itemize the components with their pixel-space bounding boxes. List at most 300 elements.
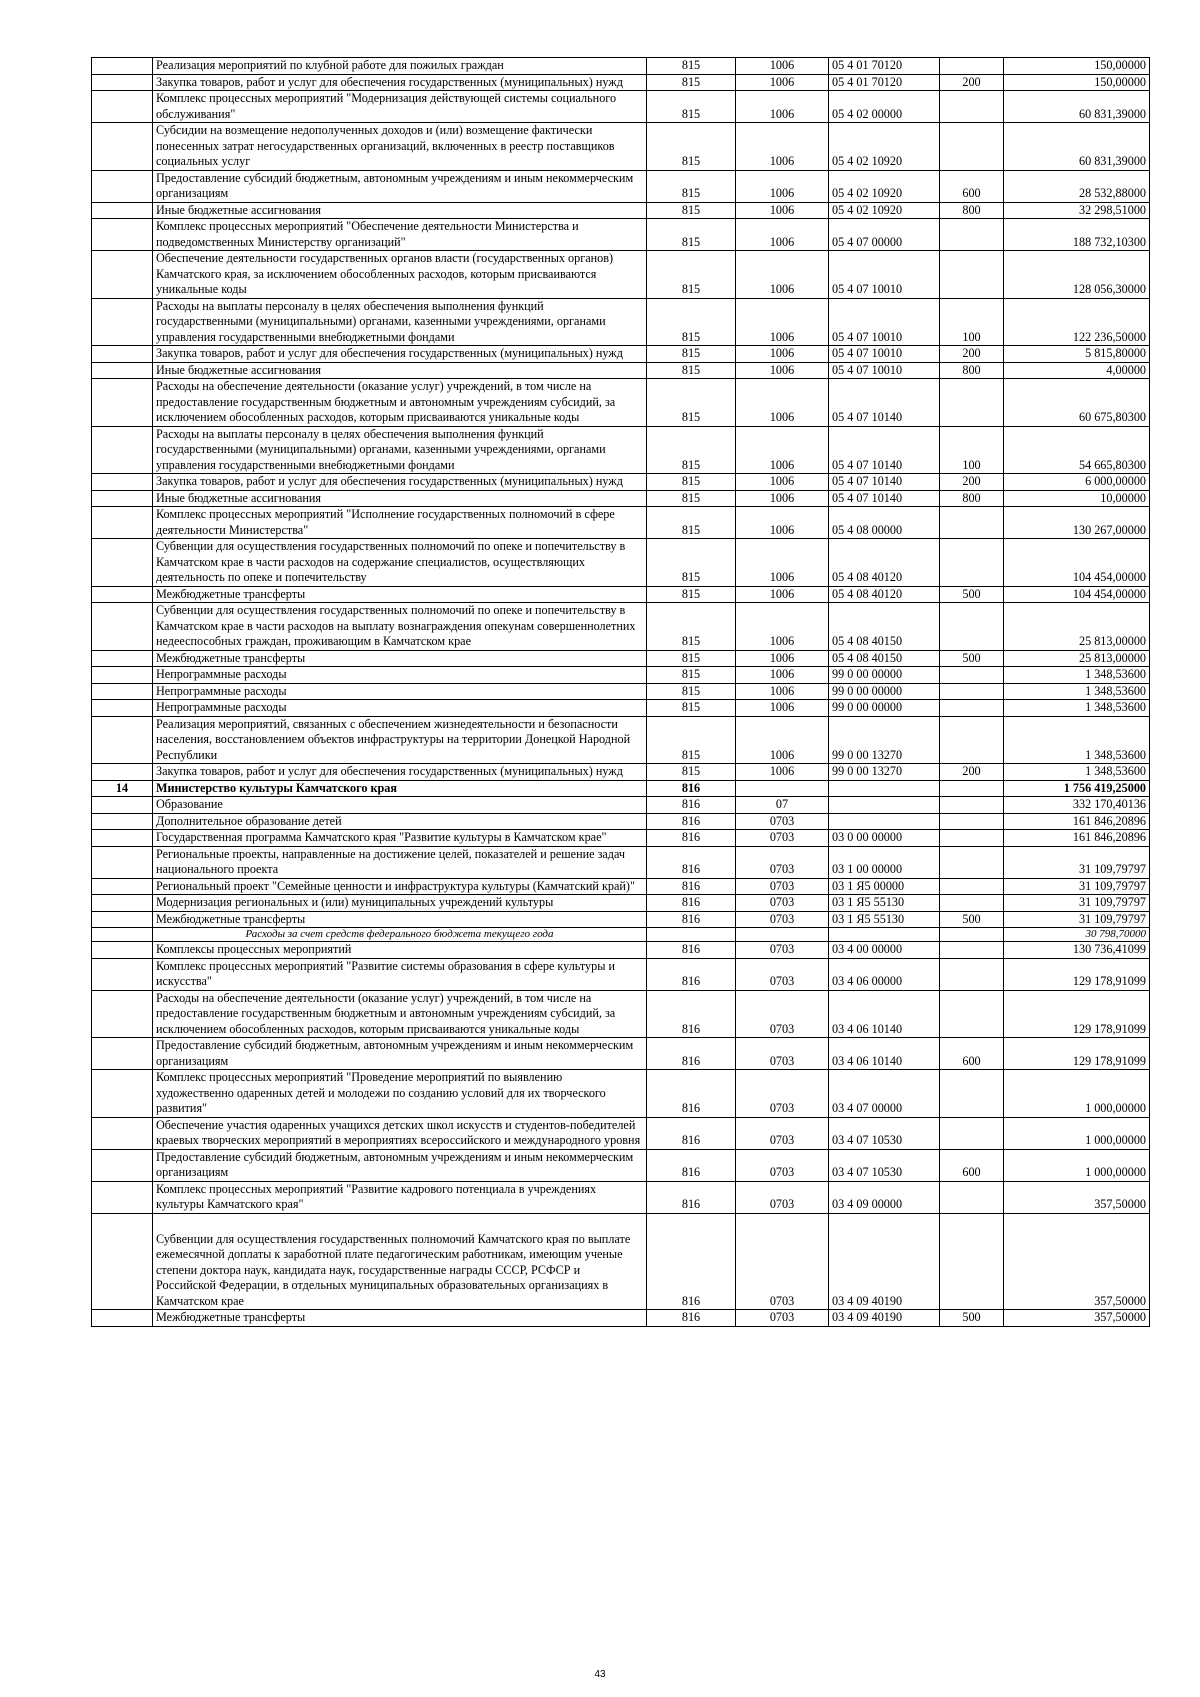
- row-number-cell: [92, 490, 153, 507]
- table-row: [92, 667, 1150, 684]
- row-number-cell: [92, 797, 153, 814]
- table-row: [92, 58, 1150, 75]
- department-code-cell: 816: [647, 813, 736, 830]
- item-name-cell: Иные бюджетные ассигнования: [153, 490, 647, 507]
- department-code-cell: 816: [647, 846, 736, 878]
- amount-cell: 104 454,00000: [1004, 539, 1150, 587]
- table-row: [92, 650, 1150, 667]
- target-article-cell: 99 0 00 00000: [829, 667, 940, 684]
- department-code-cell: 816: [647, 878, 736, 895]
- section-code-cell: 0703: [736, 958, 829, 990]
- amount-cell: 129 178,91099: [1004, 958, 1150, 990]
- table-row: [92, 895, 1150, 912]
- target-article-cell: 05 4 02 10920: [829, 170, 940, 202]
- section-code-cell: 0703: [736, 830, 829, 847]
- row-number-cell: [92, 928, 153, 942]
- expense-type-cell: [940, 942, 1004, 959]
- item-name-cell: Образование: [153, 797, 647, 814]
- department-code-cell: 815: [647, 426, 736, 474]
- table-row: [92, 123, 1150, 171]
- target-article-cell: 05 4 08 00000: [829, 507, 940, 539]
- item-name-cell: Непрограммные расходы: [153, 667, 647, 684]
- amount-cell: 332 170,40136: [1004, 797, 1150, 814]
- target-article-cell: 05 4 08 40150: [829, 603, 940, 651]
- department-code-cell: 815: [647, 716, 736, 764]
- section-code-cell: 1006: [736, 650, 829, 667]
- table-row: [92, 878, 1150, 895]
- expense-type-cell: [940, 251, 1004, 299]
- row-number-cell: [92, 58, 153, 75]
- expense-type-cell: [940, 846, 1004, 878]
- amount-cell: 104 454,00000: [1004, 586, 1150, 603]
- section-code-cell: 1006: [736, 603, 829, 651]
- section-code-cell: 0703: [736, 1038, 829, 1070]
- expense-type-cell: 200: [940, 346, 1004, 363]
- amount-cell: 5 815,80000: [1004, 346, 1150, 363]
- item-name-cell: Расходы на обеспечение деятельности (оказание услуг) учреждений, в том числе на предоставление государственным бюджетным и автономным учреждениям субсидий, за исключением обособленных расходов, которым присваиваются уникальные коды: [153, 379, 647, 427]
- target-article-cell: 05 4 02 10920: [829, 202, 940, 219]
- amount-cell: 150,00000: [1004, 58, 1150, 75]
- table-row: [92, 346, 1150, 363]
- item-name-cell: Расходы на выплаты персоналу в целях обеспечения выполнения функций государственными (муниципальными) органами, казенными учреждениями, органами управления государственными внебюджетными фондами: [153, 298, 647, 346]
- table-row: [92, 170, 1150, 202]
- expense-type-cell: [940, 780, 1004, 797]
- item-name-cell: Предоставление субсидий бюджетным, автономным учреждениям и иным некоммерческим организациям: [153, 1038, 647, 1070]
- department-code-cell: 815: [647, 219, 736, 251]
- department-code-cell: 815: [647, 298, 736, 346]
- item-name-cell: Комплекс процессных мероприятий "Развитие системы образования в сфере культуры и искусства": [153, 958, 647, 990]
- amount-cell: 150,00000: [1004, 74, 1150, 91]
- section-code-cell: 1006: [736, 716, 829, 764]
- expense-type-cell: 200: [940, 74, 1004, 91]
- section-code-cell: [736, 928, 829, 942]
- section-code-cell: 1006: [736, 346, 829, 363]
- item-name-cell: Закупка товаров, работ и услуг для обеспечения государственных (муниципальных) нужд: [153, 474, 647, 491]
- amount-cell: 28 532,88000: [1004, 170, 1150, 202]
- expense-type-cell: 500: [940, 1310, 1004, 1327]
- expense-type-cell: [940, 539, 1004, 587]
- target-article-cell: 03 1 Я5 55130: [829, 895, 940, 912]
- row-number-cell: [92, 716, 153, 764]
- department-code-cell: [647, 928, 736, 942]
- expense-type-cell: [940, 797, 1004, 814]
- row-number-cell: 14: [92, 780, 153, 797]
- amount-cell: 129 178,91099: [1004, 1038, 1150, 1070]
- item-name-cell: Межбюджетные трансферты: [153, 650, 647, 667]
- expense-type-cell: 800: [940, 362, 1004, 379]
- section-code-cell: 07: [736, 797, 829, 814]
- section-code-cell: 1006: [736, 474, 829, 491]
- target-article-cell: 05 4 08 40150: [829, 650, 940, 667]
- expense-type-cell: 600: [940, 1038, 1004, 1070]
- department-code-cell: 816: [647, 1117, 736, 1149]
- item-name-cell: Субвенции для осуществления государственных полномочий по опеке и попечительству в Камчатском крае в части расходов на содержание специалистов, осуществляющих деятельность по опеке и попечительству: [153, 539, 647, 587]
- expense-type-cell: 100: [940, 426, 1004, 474]
- row-number-cell: [92, 1149, 153, 1181]
- row-number-cell: [92, 202, 153, 219]
- row-number-cell: [92, 346, 153, 363]
- item-name-cell: Комплекс процессных мероприятий "Проведение мероприятий по выявлению художественно одаренных детей и молодежи по созданию условий для их творческого развития": [153, 1070, 647, 1118]
- target-article-cell: 05 4 01 70120: [829, 74, 940, 91]
- target-article-cell: 03 4 06 10140: [829, 990, 940, 1038]
- target-article-cell: 05 4 07 10140: [829, 474, 940, 491]
- table-row: [92, 1038, 1150, 1070]
- table-row: [92, 700, 1150, 717]
- table-row: [92, 490, 1150, 507]
- item-name-cell: Закупка товаров, работ и услуг для обеспечения государственных (муниципальных) нужд: [153, 74, 647, 91]
- section-code-cell: 1006: [736, 764, 829, 781]
- target-article-cell: 99 0 00 00000: [829, 700, 940, 717]
- expense-type-cell: [940, 990, 1004, 1038]
- expense-type-cell: 600: [940, 170, 1004, 202]
- table-row: [92, 362, 1150, 379]
- amount-cell: 6 000,00000: [1004, 474, 1150, 491]
- target-article-cell: 03 4 09 40190: [829, 1310, 940, 1327]
- expense-type-cell: [940, 123, 1004, 171]
- row-number-cell: [92, 1310, 153, 1327]
- row-number-cell: [92, 170, 153, 202]
- amount-cell: 31 109,79797: [1004, 895, 1150, 912]
- section-code-cell: 0703: [736, 846, 829, 878]
- department-code-cell: 816: [647, 1038, 736, 1070]
- table-row: [92, 507, 1150, 539]
- row-number-cell: [92, 603, 153, 651]
- table-row: [92, 539, 1150, 587]
- department-code-cell: 815: [647, 346, 736, 363]
- table-row: [92, 1213, 1150, 1310]
- expense-type-cell: [940, 1181, 1004, 1213]
- item-name-cell: Расходы за счет средств федерального бюджета текущего года: [153, 928, 647, 942]
- target-article-cell: 03 4 06 00000: [829, 958, 940, 990]
- expense-type-cell: 800: [940, 490, 1004, 507]
- item-name-cell: Реализация мероприятий по клубной работе для пожилых граждан: [153, 58, 647, 75]
- target-article-cell: 03 1 Я5 00000: [829, 878, 940, 895]
- department-code-cell: 816: [647, 1181, 736, 1213]
- department-code-cell: 816: [647, 1149, 736, 1181]
- table-row: [92, 911, 1150, 928]
- amount-cell: 130 736,41099: [1004, 942, 1150, 959]
- target-article-cell: 03 4 00 00000: [829, 942, 940, 959]
- item-name-cell: Иные бюджетные ассигнования: [153, 362, 647, 379]
- item-name-cell: Государственная программа Камчатского края "Развитие культуры в Камчатском крае": [153, 830, 647, 847]
- item-name-cell: Министерство культуры Камчатского края: [153, 780, 647, 797]
- amount-cell: 10,00000: [1004, 490, 1150, 507]
- item-name-cell: Региональный проект "Семейные ценности и инфраструктура культуры (Камчатский край)": [153, 878, 647, 895]
- department-code-cell: 815: [647, 683, 736, 700]
- department-code-cell: 815: [647, 667, 736, 684]
- target-article-cell: 03 4 07 00000: [829, 1070, 940, 1118]
- section-code-cell: 1006: [736, 219, 829, 251]
- row-number-cell: [92, 813, 153, 830]
- row-number-cell: [92, 379, 153, 427]
- amount-cell: 1 348,53600: [1004, 764, 1150, 781]
- table-row: [92, 990, 1150, 1038]
- row-number-cell: [92, 1213, 153, 1310]
- item-name-cell: Межбюджетные трансферты: [153, 586, 647, 603]
- table-row: [92, 942, 1150, 959]
- department-code-cell: 816: [647, 958, 736, 990]
- item-name-cell: Непрограммные расходы: [153, 683, 647, 700]
- target-article-cell: 05 4 07 00000: [829, 219, 940, 251]
- expense-type-cell: [940, 91, 1004, 123]
- target-article-cell: 05 4 02 10920: [829, 123, 940, 171]
- amount-cell: 25 813,00000: [1004, 650, 1150, 667]
- amount-cell: 129 178,91099: [1004, 990, 1150, 1038]
- section-code-cell: 1006: [736, 379, 829, 427]
- section-code-cell: 1006: [736, 58, 829, 75]
- department-code-cell: 815: [647, 764, 736, 781]
- row-number-cell: [92, 74, 153, 91]
- section-code-cell: 0703: [736, 990, 829, 1038]
- department-code-cell: 815: [647, 539, 736, 587]
- item-name-cell: Предоставление субсидий бюджетным, автономным учреждениям и иным некоммерческим организациям: [153, 170, 647, 202]
- section-code-cell: 0703: [736, 1310, 829, 1327]
- amount-cell: 161 846,20896: [1004, 830, 1150, 847]
- target-article-cell: 03 4 06 10140: [829, 1038, 940, 1070]
- row-number-cell: [92, 586, 153, 603]
- item-name-cell: Непрограммные расходы: [153, 700, 647, 717]
- department-code-cell: 816: [647, 780, 736, 797]
- section-code-cell: 1006: [736, 202, 829, 219]
- department-code-cell: 815: [647, 379, 736, 427]
- expense-type-cell: [940, 379, 1004, 427]
- expense-type-cell: [940, 813, 1004, 830]
- department-code-cell: 816: [647, 942, 736, 959]
- target-article-cell: 99 0 00 13270: [829, 764, 940, 781]
- row-number-cell: [92, 539, 153, 587]
- item-name-cell: Расходы на обеспечение деятельности (оказание услуг) учреждений, в том числе на предоставление государственным бюджетным и автономным учреждениям субсидий, за исключением обособленных расходов, которым присваиваются уникальные коды: [153, 990, 647, 1038]
- department-code-cell: 816: [647, 797, 736, 814]
- department-code-cell: 815: [647, 91, 736, 123]
- amount-cell: 1 000,00000: [1004, 1070, 1150, 1118]
- table-row: [92, 813, 1150, 830]
- item-name-cell: Региональные проекты, направленные на достижение целей, показателей и решение задач национального проекта: [153, 846, 647, 878]
- amount-cell: 161 846,20896: [1004, 813, 1150, 830]
- item-name-cell: Субвенции для осуществления государственных полномочий по опеке и попечительству в Камчатском крае в части расходов на выплату вознаграждения опекунам совершеннолетних недееспособных граждан, проживающим в Камчатском крае: [153, 603, 647, 651]
- target-article-cell: 05 4 07 10010: [829, 362, 940, 379]
- table-row: [92, 846, 1150, 878]
- table-row: [92, 426, 1150, 474]
- expense-type-cell: [940, 58, 1004, 75]
- row-number-cell: [92, 958, 153, 990]
- target-article-cell: 99 0 00 00000: [829, 683, 940, 700]
- table-row: [92, 716, 1150, 764]
- section-code-cell: 1006: [736, 362, 829, 379]
- table-row: [92, 1181, 1150, 1213]
- expense-type-cell: [940, 700, 1004, 717]
- row-number-cell: [92, 667, 153, 684]
- section-code-cell: 1006: [736, 507, 829, 539]
- row-number-cell: [92, 1038, 153, 1070]
- amount-cell: 130 267,00000: [1004, 507, 1150, 539]
- table-row: [92, 1310, 1150, 1327]
- expense-type-cell: [940, 958, 1004, 990]
- row-number-cell: [92, 251, 153, 299]
- department-code-cell: 815: [647, 490, 736, 507]
- item-name-cell: Закупка товаров, работ и услуг для обеспечения государственных (муниципальных) нужд: [153, 764, 647, 781]
- section-code-cell: 1006: [736, 91, 829, 123]
- table-row: [92, 797, 1150, 814]
- section-code-cell: 1006: [736, 170, 829, 202]
- item-name-cell: Комплекс процессных мероприятий "Обеспечение деятельности Министерства и подведомственных Министерству организаций": [153, 219, 647, 251]
- amount-cell: 54 665,80300: [1004, 426, 1150, 474]
- budget-table: [91, 57, 1150, 1327]
- table-row: [92, 251, 1150, 299]
- target-article-cell: 05 4 08 40120: [829, 539, 940, 587]
- expense-type-cell: [940, 878, 1004, 895]
- department-code-cell: 815: [647, 474, 736, 491]
- amount-cell: 60 675,80300: [1004, 379, 1150, 427]
- expense-type-cell: [940, 928, 1004, 942]
- target-article-cell: 05 4 02 00000: [829, 91, 940, 123]
- item-name-cell: Субвенции для осуществления государственных полномочий Камчатского края по выплате ежемесячной доплаты к заработной плате педагогическим работникам, имеющим ученые степени доктора наук, кандидата наук, государственные награды СССР, РСФСР и Российской Федерации, в отдельных муниципальных образовательных организациях в Камчатском крае: [153, 1213, 647, 1310]
- expense-type-cell: [940, 1117, 1004, 1149]
- amount-cell: 30 798,70000: [1004, 928, 1150, 942]
- department-code-cell: 816: [647, 1310, 736, 1327]
- row-number-cell: [92, 1181, 153, 1213]
- row-number-cell: [92, 911, 153, 928]
- amount-cell: 4,00000: [1004, 362, 1150, 379]
- section-code-cell: 1006: [736, 251, 829, 299]
- item-name-cell: Закупка товаров, работ и услуг для обеспечения государственных (муниципальных) нужд: [153, 346, 647, 363]
- department-code-cell: 815: [647, 251, 736, 299]
- amount-cell: 1 348,53600: [1004, 700, 1150, 717]
- table-row: [92, 379, 1150, 427]
- expense-type-cell: 800: [940, 202, 1004, 219]
- item-name-cell: Комплекс процессных мероприятий "Модернизация действующей системы социального обслуживания": [153, 91, 647, 123]
- department-code-cell: 816: [647, 830, 736, 847]
- row-number-cell: [92, 1117, 153, 1149]
- section-code-cell: 1006: [736, 490, 829, 507]
- target-article-cell: 03 4 09 40190: [829, 1213, 940, 1310]
- department-code-cell: 815: [647, 202, 736, 219]
- department-code-cell: 815: [647, 362, 736, 379]
- page-number: 43: [594, 1669, 606, 1680]
- target-article-cell: 05 4 08 40120: [829, 586, 940, 603]
- amount-cell: 31 109,79797: [1004, 911, 1150, 928]
- expense-type-cell: [940, 603, 1004, 651]
- expense-type-cell: [940, 830, 1004, 847]
- section-code-cell: 1006: [736, 539, 829, 587]
- table-row: [92, 91, 1150, 123]
- item-name-cell: Комплекс процессных мероприятий "Исполнение государственных полномочий в сфере деятельности Министерства": [153, 507, 647, 539]
- amount-cell: 60 831,39000: [1004, 91, 1150, 123]
- expense-type-cell: 100: [940, 298, 1004, 346]
- section-code-cell: 1006: [736, 586, 829, 603]
- target-article-cell: 03 4 07 10530: [829, 1117, 940, 1149]
- table-row: [92, 830, 1150, 847]
- amount-cell: 1 756 419,25000: [1004, 780, 1150, 797]
- department-code-cell: 815: [647, 603, 736, 651]
- row-number-cell: [92, 362, 153, 379]
- row-number-cell: [92, 426, 153, 474]
- section-code-cell: 0703: [736, 1117, 829, 1149]
- department-code-cell: 815: [647, 507, 736, 539]
- section-code-cell: 1006: [736, 700, 829, 717]
- target-article-cell: [829, 928, 940, 942]
- section-code-cell: 1006: [736, 667, 829, 684]
- row-number-cell: [92, 764, 153, 781]
- section-code-cell: 0703: [736, 1213, 829, 1310]
- department-code-cell: 815: [647, 170, 736, 202]
- target-article-cell: 03 1 00 00000: [829, 846, 940, 878]
- item-name-cell: Обеспечение деятельности государственных органов власти (государственных органов) Камчатского края, за исключением обособленных расходов, которым присваиваются уникальные коды: [153, 251, 647, 299]
- table-row: [92, 298, 1150, 346]
- expense-type-cell: 600: [940, 1149, 1004, 1181]
- department-code-cell: 816: [647, 911, 736, 928]
- amount-cell: 357,50000: [1004, 1181, 1150, 1213]
- row-number-cell: [92, 123, 153, 171]
- item-name-cell: Иные бюджетные ассигнования: [153, 202, 647, 219]
- table-row: [92, 219, 1150, 251]
- expense-type-cell: [940, 507, 1004, 539]
- table-row: [92, 764, 1150, 781]
- department-code-cell: 815: [647, 586, 736, 603]
- target-article-cell: [829, 813, 940, 830]
- expense-type-cell: [940, 1213, 1004, 1310]
- row-number-cell: [92, 990, 153, 1038]
- table-row: [92, 1149, 1150, 1181]
- item-name-cell: Модернизация региональных и (или) муниципальных учреждений культуры: [153, 895, 647, 912]
- row-number-cell: [92, 846, 153, 878]
- amount-cell: 31 109,79797: [1004, 846, 1150, 878]
- target-article-cell: 05 4 07 10010: [829, 346, 940, 363]
- expense-type-cell: [940, 667, 1004, 684]
- target-article-cell: [829, 797, 940, 814]
- expense-type-cell: [940, 683, 1004, 700]
- section-code-cell: 0703: [736, 1181, 829, 1213]
- row-number-cell: [92, 91, 153, 123]
- amount-cell: 128 056,30000: [1004, 251, 1150, 299]
- amount-cell: 122 236,50000: [1004, 298, 1150, 346]
- section-code-cell: 1006: [736, 298, 829, 346]
- section-code-cell: [736, 780, 829, 797]
- amount-cell: 357,50000: [1004, 1310, 1150, 1327]
- section-code-cell: 1006: [736, 74, 829, 91]
- item-name-cell: Расходы на выплаты персоналу в целях обеспечения выполнения функций государственными (муниципальными) органами, казенными учреждениями, органами управления государственными внебюджетными фондами: [153, 426, 647, 474]
- row-number-cell: [92, 1070, 153, 1118]
- amount-cell: 1 000,00000: [1004, 1117, 1150, 1149]
- section-code-cell: 1006: [736, 123, 829, 171]
- amount-cell: 357,50000: [1004, 1213, 1150, 1310]
- table-row: [92, 74, 1150, 91]
- amount-cell: 1 000,00000: [1004, 1149, 1150, 1181]
- row-number-cell: [92, 700, 153, 717]
- department-code-cell: 816: [647, 990, 736, 1038]
- target-article-cell: 05 4 07 10010: [829, 298, 940, 346]
- target-article-cell: 05 4 07 10140: [829, 426, 940, 474]
- row-number-cell: [92, 942, 153, 959]
- department-code-cell: 816: [647, 1070, 736, 1118]
- item-name-cell: Обеспечение участия одаренных учащихся детских школ искусств и студентов-победителей краевых творческих мероприятий в мероприятиях всероссийского и международного уровня: [153, 1117, 647, 1149]
- target-article-cell: 99 0 00 13270: [829, 716, 940, 764]
- table-row: [92, 1070, 1150, 1118]
- expense-type-cell: [940, 1070, 1004, 1118]
- target-article-cell: 05 4 01 70120: [829, 58, 940, 75]
- row-number-cell: [92, 507, 153, 539]
- target-article-cell: 03 4 07 10530: [829, 1149, 940, 1181]
- section-code-cell: 0703: [736, 813, 829, 830]
- department-code-cell: 815: [647, 74, 736, 91]
- amount-cell: 25 813,00000: [1004, 603, 1150, 651]
- section-code-cell: 0703: [736, 942, 829, 959]
- expense-type-cell: [940, 219, 1004, 251]
- item-name-cell: Комплекс процессных мероприятий "Развитие кадрового потенциала в учреждениях культуры Камчатского края": [153, 1181, 647, 1213]
- row-number-cell: [92, 878, 153, 895]
- amount-cell: 1 348,53600: [1004, 667, 1150, 684]
- department-code-cell: 815: [647, 650, 736, 667]
- row-number-cell: [92, 219, 153, 251]
